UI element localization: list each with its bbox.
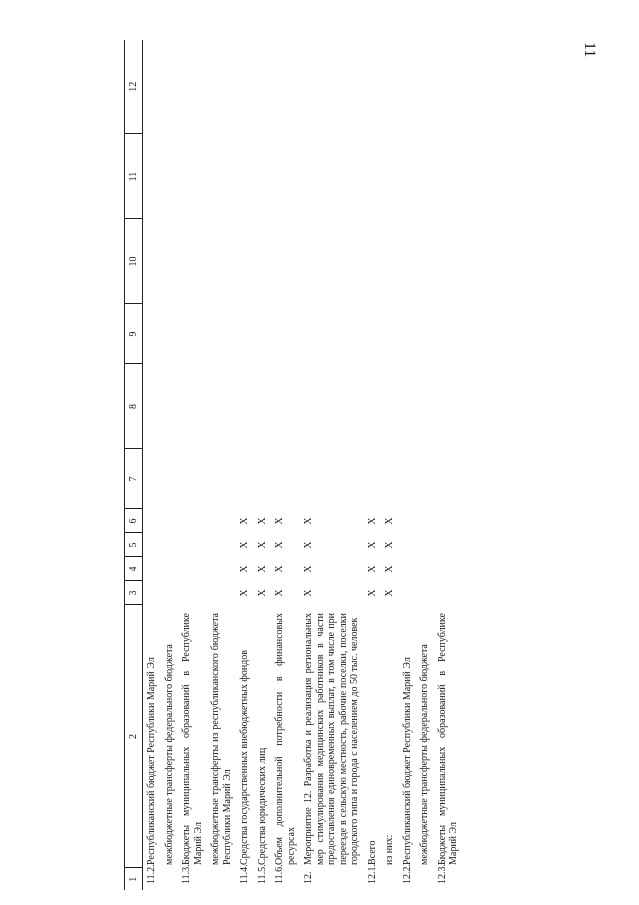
row-cell — [178, 219, 207, 304]
row-number — [416, 868, 434, 890]
row-cell — [416, 581, 434, 605]
row-cell — [300, 40, 364, 134]
row-cell — [178, 40, 207, 134]
row-cell — [161, 581, 179, 605]
table-row — [236, 40, 254, 890]
row-cell: X — [366, 517, 378, 525]
table-row — [364, 40, 382, 890]
row-cell — [207, 533, 236, 557]
row-cell — [207, 304, 236, 364]
row-cell — [143, 449, 161, 509]
row-number: 12.1. — [366, 864, 378, 884]
row-cell — [381, 134, 399, 219]
row-cell — [364, 40, 382, 134]
row-cell — [143, 509, 161, 533]
row-cell — [178, 364, 207, 449]
col-header: 10 — [125, 219, 143, 304]
row-cell — [161, 449, 179, 509]
table-row — [161, 40, 179, 890]
row-cell — [254, 364, 272, 449]
row-description: Республиканский бюджет Республики Марий Эл — [146, 657, 157, 865]
row-cell — [161, 557, 179, 581]
row-cell — [178, 449, 207, 509]
row-cell — [399, 581, 417, 605]
table-container — [124, 40, 459, 884]
row-cell — [434, 134, 463, 219]
row-cell — [399, 509, 417, 533]
table-frame — [124, 40, 624, 890]
row-cell: X — [274, 589, 285, 597]
row-cell — [271, 304, 300, 364]
row-cell: X — [239, 565, 250, 573]
col-header: 4 — [125, 557, 143, 581]
row-cell: X — [303, 589, 314, 597]
row-cell — [143, 557, 161, 581]
row-cell — [207, 557, 236, 581]
row-cell — [236, 40, 254, 134]
row-cell — [254, 304, 272, 364]
row-description: межбюджетные трансферты из республиканского бюджета Республики Марий Эл — [210, 613, 233, 865]
row-cell: X — [274, 541, 285, 549]
row-cell — [416, 134, 434, 219]
row-cell — [178, 304, 207, 364]
row-cell: X — [303, 517, 314, 525]
row-cell: X — [239, 517, 250, 525]
table-row — [178, 40, 207, 890]
row-description: из них: — [384, 834, 395, 865]
row-description: Средства юридических лиц — [256, 747, 268, 865]
row-number: 11.3. — [181, 864, 192, 884]
row-cell — [207, 134, 236, 219]
row-cell — [399, 557, 417, 581]
row-cell — [178, 581, 207, 605]
row-description: Объем дополнительной потребности в финансовых ресурсах — [274, 613, 297, 865]
row-cell — [381, 219, 399, 304]
table-body — [143, 40, 463, 890]
row-cell — [143, 134, 161, 219]
row-number — [207, 868, 236, 890]
row-cell — [434, 509, 463, 533]
row-cell — [143, 533, 161, 557]
row-cell — [178, 134, 207, 219]
row-cell — [178, 557, 207, 581]
row-cell: X — [256, 517, 268, 525]
row-cell — [381, 364, 399, 449]
row-cell: X — [366, 565, 378, 573]
row-number: 11.5. — [256, 864, 268, 884]
row-cell — [300, 134, 364, 219]
row-cell — [434, 581, 463, 605]
row-cell — [207, 581, 236, 605]
row-cell — [178, 509, 207, 533]
row-cell — [207, 449, 236, 509]
row-cell — [161, 509, 179, 533]
row-cell: X — [384, 565, 395, 573]
row-cell — [416, 533, 434, 557]
col-header: 9 — [125, 304, 143, 364]
row-cell — [300, 304, 364, 364]
col-header: 8 — [125, 364, 143, 449]
table-row — [254, 40, 272, 890]
row-cell — [254, 449, 272, 509]
row-cell — [143, 219, 161, 304]
col-header: 5 — [125, 533, 143, 557]
row-cell — [381, 449, 399, 509]
row-cell — [207, 364, 236, 449]
page-number: 11 — [581, 42, 598, 58]
row-number — [381, 868, 399, 890]
row-cell: X — [274, 517, 285, 525]
row-cell — [399, 304, 417, 364]
table-row — [416, 40, 434, 890]
row-cell — [271, 449, 300, 509]
row-cell — [271, 219, 300, 304]
row-cell — [207, 40, 236, 134]
row-cell — [364, 304, 382, 364]
row-description: межбюджетные трансферты федерального бюджета — [163, 644, 175, 865]
row-number: 11.6. — [274, 864, 285, 884]
col-header: 12 — [125, 40, 143, 134]
row-cell — [399, 364, 417, 449]
row-cell — [207, 219, 236, 304]
row-cell — [207, 509, 236, 533]
row-cell — [399, 134, 417, 219]
row-cell — [300, 219, 364, 304]
row-cell — [236, 364, 254, 449]
row-cell: X — [274, 565, 285, 573]
row-cell — [143, 40, 161, 134]
row-cell: X — [303, 541, 314, 549]
row-number: 11.4. — [239, 864, 250, 884]
table-row — [143, 40, 161, 890]
row-cell: X — [384, 517, 395, 525]
col-header: 1 — [125, 868, 143, 890]
table-row — [399, 40, 417, 890]
row-cell: X — [366, 589, 378, 597]
row-cell — [381, 304, 399, 364]
row-cell — [434, 533, 463, 557]
table-row — [207, 40, 236, 890]
row-description: Бюджеты муниципальных образований в Республике Марий Эл — [436, 613, 459, 865]
row-cell: X — [303, 565, 314, 573]
row-description: Всего — [366, 840, 378, 865]
row-description: Средства государственных внебюджетных фондов — [239, 650, 250, 865]
row-cell — [161, 533, 179, 557]
row-description: Бюджеты муниципальных образований в Республике Марий Эл — [181, 613, 204, 865]
row-cell — [300, 449, 364, 509]
row-number: 12.2. — [401, 864, 413, 884]
row-cell: X — [256, 541, 268, 549]
row-cell — [178, 533, 207, 557]
row-cell — [161, 364, 179, 449]
row-cell — [161, 40, 179, 134]
col-header: 6 — [125, 509, 143, 533]
row-cell — [364, 219, 382, 304]
row-description: межбюджетные трансферты федерального бюджета — [419, 644, 430, 865]
row-cell — [143, 364, 161, 449]
table-row — [271, 40, 300, 890]
row-number: 12. — [303, 871, 314, 884]
row-cell — [434, 219, 463, 304]
row-cell — [399, 40, 417, 134]
table-row — [381, 40, 399, 890]
row-cell — [254, 134, 272, 219]
header-row — [125, 40, 143, 890]
row-cell: X — [256, 565, 268, 573]
row-cell — [399, 219, 417, 304]
row-cell — [300, 364, 364, 449]
row-cell: X — [256, 589, 268, 597]
table-row — [434, 40, 463, 890]
row-cell — [416, 364, 434, 449]
row-number: 12.3. — [436, 864, 448, 884]
row-description: Республиканский бюджет Республики Марий Эл — [401, 657, 413, 865]
row-cell — [434, 304, 463, 364]
row-cell — [271, 40, 300, 134]
row-description: Мероприятие 12. Разработка и реализация региональных мер стимулирования медицинских работников в части предоставления единовременных выплат, в том числе при переезде в сельскую местность, рабочие поселки, поселки городского типа и города с населением до 50 тыс. человек — [303, 613, 360, 865]
row-cell — [416, 557, 434, 581]
row-cell — [143, 304, 161, 364]
row-cell — [254, 40, 272, 134]
row-cell — [434, 449, 463, 509]
row-cell — [381, 40, 399, 134]
row-cell — [236, 449, 254, 509]
row-cell — [364, 364, 382, 449]
row-number: 11.2. — [146, 864, 157, 884]
row-cell — [399, 449, 417, 509]
row-cell — [236, 219, 254, 304]
row-cell — [161, 304, 179, 364]
row-cell — [434, 557, 463, 581]
row-cell: X — [384, 541, 395, 549]
row-cell — [254, 219, 272, 304]
row-cell: X — [384, 589, 395, 597]
table-row — [300, 40, 364, 890]
row-cell — [364, 134, 382, 219]
row-cell — [416, 219, 434, 304]
financing-table — [124, 40, 463, 890]
row-cell — [399, 533, 417, 557]
row-cell — [271, 134, 300, 219]
row-cell — [434, 364, 463, 449]
row-cell — [416, 449, 434, 509]
row-number — [161, 868, 179, 890]
row-cell — [161, 219, 179, 304]
row-cell — [416, 304, 434, 364]
row-cell — [143, 581, 161, 605]
row-cell: X — [239, 541, 250, 549]
row-cell — [271, 364, 300, 449]
row-cell — [434, 40, 463, 134]
row-cell — [161, 134, 179, 219]
row-cell: X — [366, 541, 378, 549]
row-cell — [416, 40, 434, 134]
col-header: 3 — [125, 581, 143, 605]
col-header: 2 — [125, 605, 143, 868]
col-header: 11 — [125, 134, 143, 219]
row-cell — [416, 509, 434, 533]
row-cell: X — [239, 589, 250, 597]
row-cell — [364, 449, 382, 509]
row-cell — [236, 134, 254, 219]
col-header: 7 — [125, 449, 143, 509]
row-cell — [236, 304, 254, 364]
